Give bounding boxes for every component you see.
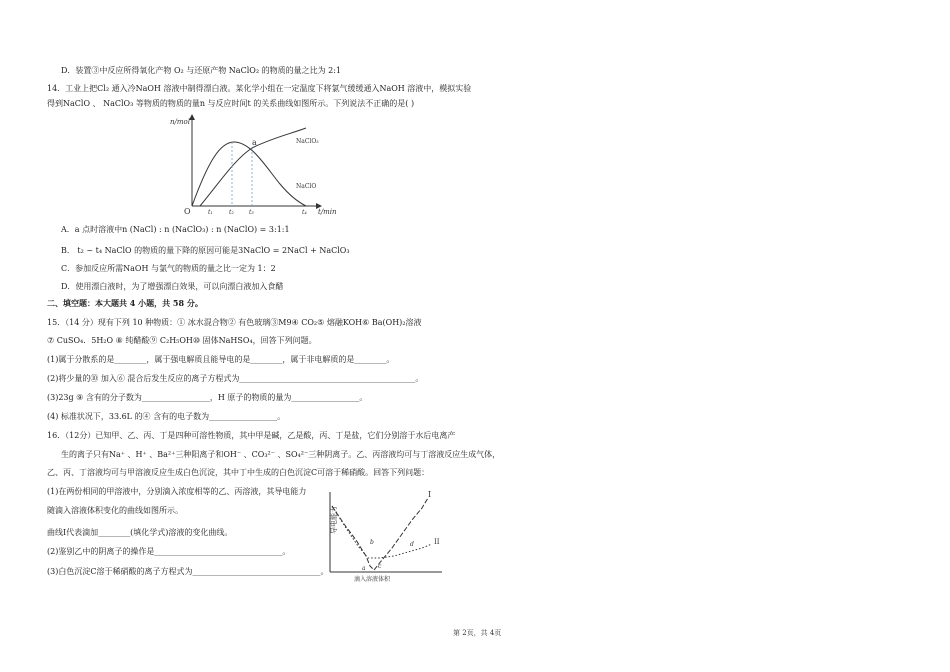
q16-stem-line2: 生的离子只有Na⁺ 、H⁺ 、Ba²⁺三种阳离子和OH⁻ 、CO₃²⁻ 、SO₄²⁻三种阴离子。乙、丙溶液均可与丁溶液反应生成气体， — [61, 450, 501, 459]
q14-graph — [168, 112, 348, 222]
section-2-heading: 二、填空题：本大题共 4 小题，共 58 分。 — [47, 298, 203, 308]
q14-stem-line2: 得到NaClO 、 NaClO₃ 等物质的物质的量n 与反应时间t 的关系曲线如图所示。下列说法不正确的是( ) — [47, 99, 415, 108]
q15-stem-line1: 15．（14 分）现有下列 10 种物质：① 冰水混合物② 有色玻璃③M9④ CO₂⑤ 熔融KOH⑥ Ba(OH)₂溶液 — [47, 318, 422, 327]
point-b: b — [370, 539, 374, 546]
q14-stem-line1: 14．工业上把Cl₂ 通入冷NaOH 溶液中制得漂白液。某化学小组在一定温度下将氯气缓缓通入NaOH 溶液中，模拟实验 — [47, 84, 472, 93]
point-d: d — [410, 541, 414, 548]
naclo3-label: NaClO₃ — [296, 138, 319, 145]
page-footer: 第 2页，共 4页 — [453, 629, 502, 637]
point-c: c — [378, 563, 382, 570]
q16-stem-line1: 16．（12分）已知甲、乙、丙、丁是四种可溶性物质，其中甲是碱，乙是酸，丙、丁是盐，它们分别溶于水后电离产 — [47, 431, 456, 440]
q14-option-d: D．使用漂白液时，为了增强漂白效果，可以向漂白液加入食醋 — [61, 282, 284, 291]
q16-stem-line3: 乙、丙、丁溶液均可与甲溶液反应生成白色沉淀，其中丁中生成的白色沉淀C可溶于稀硝酸。回答下列问题： — [47, 468, 430, 477]
q16-part3: (3)白色沉淀C溶于稀硝酸的离子方程式为________________________________。 — [47, 567, 329, 576]
point-a-label: a — [252, 138, 257, 147]
tick-t3: t₃ — [249, 209, 254, 216]
curve-2-label: II — [434, 538, 440, 546]
q16-part2: (2)鉴别乙中的阴离子的操作是________________________________。 — [47, 547, 291, 556]
naclo-label: NaClO — [296, 183, 317, 190]
q13-option-d: D．装置③中反应所得氧化产物 O₂ 与还原产物 NaClO₂ 的物质的量之比为 2:1 — [61, 66, 341, 75]
origin-label: O — [184, 207, 191, 216]
q14-option-c: C．参加反应所需NaOH 与氯气的物质的量之比一定为 1：2 — [61, 264, 276, 273]
q15-part4: (4) 标准状况下，33.6L 的④ 含有的电子数为_________________。 — [47, 412, 286, 421]
tick-t1: t₁ — [208, 209, 213, 216]
curve-1-label: I — [428, 490, 432, 499]
q14-option-b: B． t₂ ~ t₄ NaClO 的物质的量下降的原因可能是3NaClO = 2NaCl + NaClO₃ — [61, 246, 350, 255]
q15-stem-line2: ⑦ CuSO₄．5H₂O ⑧ 纯醋酸⑨ C₂H₅OH⑩ 固体NaHSO₄，回答下列问题。 — [47, 336, 317, 345]
q16-part1-line3: 曲线I代表滴加________(填化学式)溶液的变化曲线。 — [47, 528, 233, 537]
point-a: a — [362, 565, 366, 572]
q14-option-a: A．a 点时溶液中n (NaCl) : n (NaClO₃) : n (NaClO) = 3:1:1 — [61, 225, 290, 234]
q15-part1: (1)属于分散系的是________，属于强电解质且能导电的是________，属于非电解质的是________。 — [47, 355, 395, 364]
y-label: n/mol — [170, 118, 190, 126]
y-label: 导电能力 — [330, 506, 338, 534]
tick-t4: t₄ — [302, 209, 307, 216]
curve-1 — [332, 498, 428, 570]
q16-part1-line2: 随滴入溶液体积变化的曲线如图所示。 — [47, 506, 183, 515]
x-label: t/min — [318, 208, 337, 216]
curve-naclo — [192, 142, 306, 206]
conductivity-graph — [310, 486, 450, 582]
x-label: 滴入溶液体积 — [354, 576, 391, 583]
tick-t2: t₂ — [229, 209, 234, 216]
q15-part2: (2)将少量的⑩ 加入⑥ 混合后发生反应的离子方程式为____________________________________________。 — [47, 374, 424, 383]
q15-part3: (3)23g ⑨ 含有的分子数为_________________，H 原子的物质的量为_________________。 — [47, 393, 368, 402]
q16-part1-line1: (1)在两份相同的甲溶液中，分别滴入浓度相等的乙、丙溶液，其导电能力 — [47, 487, 307, 496]
